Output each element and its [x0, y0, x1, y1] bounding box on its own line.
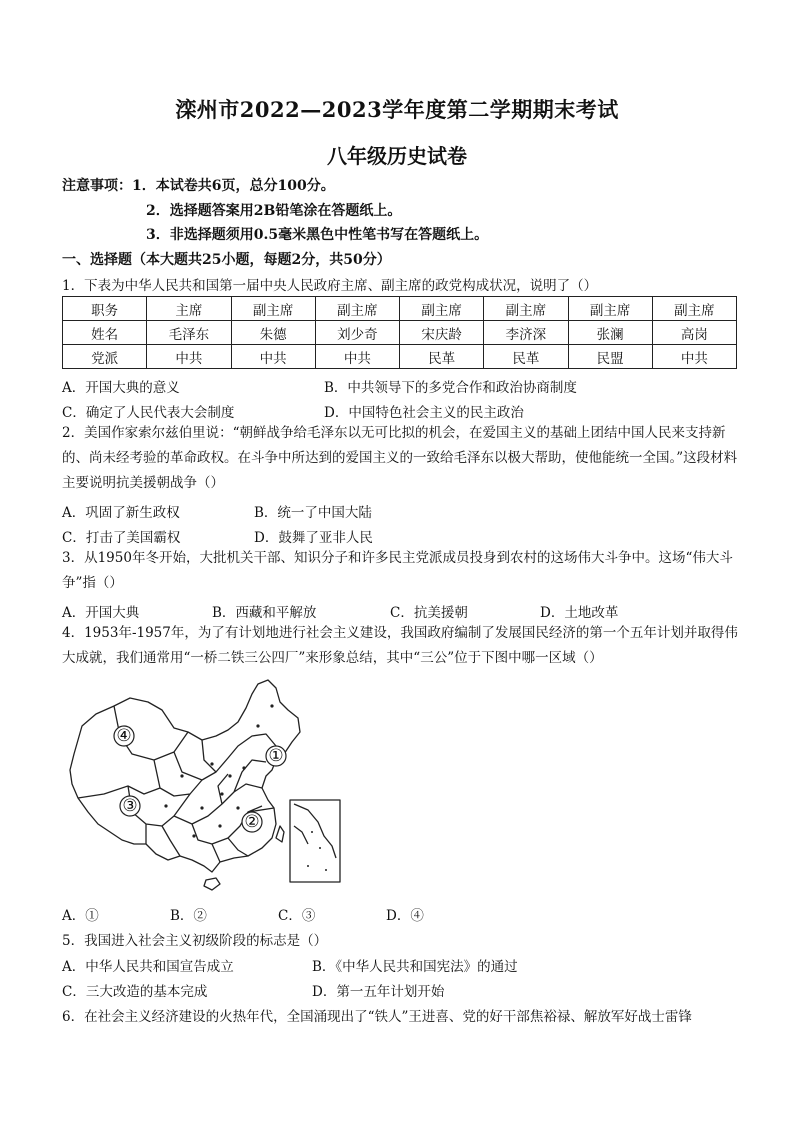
- party-table: [62, 296, 737, 369]
- table-cell: 副主席: [315, 297, 399, 321]
- option-c: C．三大改造的基本完成: [62, 984, 208, 1000]
- option-d: D．中国特色社会主义的民主政治: [324, 405, 524, 421]
- south-sea-inset: [290, 800, 340, 882]
- option-b: B．《中华人民共和国宪法》的通过: [312, 959, 518, 975]
- option-b: B．中共领导下的多党合作和政治协商制度: [324, 380, 577, 396]
- option-a: A．①: [62, 908, 99, 924]
- table-cell: 副主席: [652, 297, 736, 321]
- option-c: C．打击了美国霸权: [62, 530, 181, 546]
- table-cell: 中共: [147, 345, 231, 369]
- question-stem: 4．1953年-1957年，为了有计划地进行社会主义建设，我国政府编制了发展国民经济的第一个五年计划并取得伟大成就，我们通常用“一桥二铁三公四厂”来形象总结，其中“三公”位于下图中哪一区域（）: [62, 625, 738, 666]
- option-d: D．土地改革: [540, 605, 619, 621]
- table-cell: 朱德: [231, 321, 315, 345]
- notes-line-1: [62, 175, 335, 195]
- table-cell: 张澜: [568, 321, 652, 345]
- table-cell: 姓名: [63, 321, 147, 345]
- question-stem: 6．在社会主义经济建设的火热年代，全国涌现出了“铁人”王进喜、党的好干部焦裕禄、解放军好战士雷锋: [62, 1009, 692, 1025]
- table-row: [63, 321, 737, 345]
- table-cell: 职务: [63, 297, 147, 321]
- table-cell: 刘少奇: [315, 321, 399, 345]
- table-cell: 副主席: [231, 297, 315, 321]
- table-cell: 主席: [147, 297, 231, 321]
- option-d: D．④: [386, 908, 424, 924]
- option-c: C．抗美援朝: [390, 605, 468, 621]
- table-cell: 民盟: [568, 345, 652, 369]
- table-cell: 民革: [484, 345, 568, 369]
- map-outline: [70, 680, 300, 872]
- table-cell: 宋庆龄: [400, 321, 484, 345]
- notes-label: 注意事项：: [62, 178, 132, 194]
- exam-title: 滦州市2022—2023学年度第二学期期末考试: [175, 97, 619, 122]
- notes-item: 3．非选择题须用0.5毫米黑色中性笔书写在答题纸上。: [146, 227, 489, 243]
- question-stem: 2．美国作家索尔兹伯里说：“朝鲜战争给毛泽东以无可比拟的机会，在爱国主义的基础上团结中国人民来支持新的、尚未经考验的革命政权。在斗争中所达到的爱国主义的一致给毛泽东以极大帮助，使他能统一全国。”这段材料主要说明抗美援朝战争（）: [62, 425, 738, 491]
- map-label-3: ③: [122, 796, 138, 816]
- china-map: [62, 676, 352, 896]
- option-a: A．巩固了新生政权: [62, 505, 180, 521]
- question-stem: 3．从1950年冬开始，大批机关干部、知识分子和许多民主党派成员投身到农村的这场伟大斗争中。这场“伟大斗争”指（）: [62, 550, 733, 591]
- option-a: A．中华人民共和国宣告成立: [62, 959, 234, 975]
- option-a: A．开国大典的意义: [62, 380, 180, 396]
- option-c: C．确定了人民代表大会制度: [62, 405, 235, 421]
- table-cell: 民革: [400, 345, 484, 369]
- table-cell: 高岗: [652, 321, 736, 345]
- inset-coastline: [294, 804, 336, 858]
- table-cell: 李济深: [484, 321, 568, 345]
- taiwan-island: [276, 826, 284, 842]
- exam-subtitle: 八年级历史试卷: [327, 144, 467, 168]
- table-cell: 中共: [231, 345, 315, 369]
- table-row: [63, 297, 737, 321]
- notes-item: 1．本试卷共6页，总分100分。: [132, 178, 335, 194]
- option-a: A．开国大典: [62, 605, 140, 621]
- hainan-island: [204, 878, 220, 890]
- option-b: B．统一了中国大陆: [254, 505, 372, 521]
- table-cell: 副主席: [484, 297, 568, 321]
- question-stem: 5．我国进入社会主义初级阶段的标志是（）: [62, 933, 328, 949]
- table-cell: 中共: [652, 345, 736, 369]
- option-c: C．③: [278, 908, 316, 924]
- table-cell: 副主席: [400, 297, 484, 321]
- option-b: B．西藏和平解放: [212, 605, 317, 621]
- map-label-4: ④: [116, 726, 132, 746]
- table-cell: 党派: [63, 345, 147, 369]
- table-cell: 毛泽东: [147, 321, 231, 345]
- option-d: D．第一五年计划开始: [312, 984, 445, 1000]
- section-title: 一、选择题（本大题共25小题，每题2分，共50分）: [62, 252, 391, 268]
- map-label-1: ①: [268, 746, 284, 766]
- question-stem: 1．下表为中华人民共和国第一届中央人民政府主席、副主席的政党构成状况，说明了（）: [62, 278, 598, 294]
- table-cell: 中共: [315, 345, 399, 369]
- map-label-2: ②: [244, 812, 260, 832]
- notes-item: 2．选择题答案用2B铅笔涂在答题纸上。: [146, 203, 402, 219]
- option-d: D．鼓舞了亚非人民: [254, 530, 373, 546]
- option-b: B．②: [170, 908, 207, 924]
- table-cell: 副主席: [568, 297, 652, 321]
- table-row: [63, 345, 737, 369]
